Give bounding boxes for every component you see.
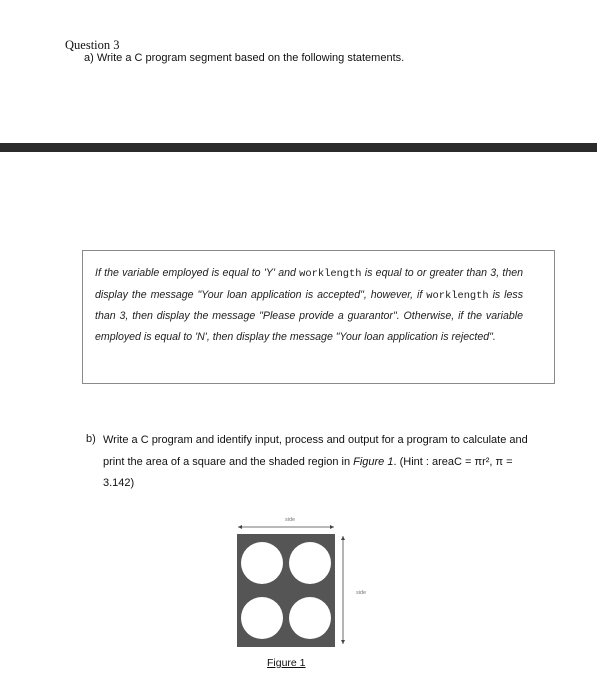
arrow-down	[341, 640, 345, 644]
part-b-text: Write a C program and identify input, process and output for a program to calculate and print the area of a square and the shaded region in	[103, 434, 528, 468]
circle-top-left	[241, 542, 283, 584]
statement-text	[95, 263, 523, 347]
circle-bottom-right	[289, 597, 331, 639]
arrow-left	[238, 525, 242, 529]
statement-part: Y	[265, 267, 273, 279]
variable-worklength: worklength	[426, 289, 489, 302]
statement-part: N	[197, 330, 205, 343]
statement-part: ' and	[272, 267, 300, 279]
statement-part: ', then display the message "Your loan application is rejected".	[204, 330, 496, 343]
question-part-a: a) Write a C program segment based on the following statements.	[84, 52, 405, 64]
question-part-b-label: b)	[86, 433, 96, 445]
statement-part: is equal to or greater than 3, then display the message "Your loan application is accepted", however, if	[95, 267, 524, 301]
variable-worklength: worklength	[299, 268, 362, 280]
arrow-right	[330, 525, 334, 529]
question-part-b	[103, 430, 545, 495]
statement-part: If the variable employed is equal to '	[95, 267, 266, 279]
circle-top-right	[289, 542, 331, 584]
arrow-up	[341, 536, 345, 540]
divider-bar	[0, 143, 597, 152]
figure-1-diagram	[232, 512, 382, 652]
side-label-right: side	[356, 590, 367, 596]
statement-box	[82, 250, 555, 384]
side-label-top: side	[285, 517, 296, 523]
circle-bottom-left	[241, 597, 283, 639]
figure-reference: Figure 1	[353, 455, 394, 468]
part-b-hint: . (Hint : areaC = πr², π = 3.142)	[103, 455, 513, 489]
figure-caption: Figure 1	[267, 657, 306, 669]
statement-part: is less than 3, then display the message "Please provide a guarantor". Otherwise, if the variable employed is equal to '	[95, 288, 523, 343]
question-title: Question 3	[65, 38, 120, 52]
